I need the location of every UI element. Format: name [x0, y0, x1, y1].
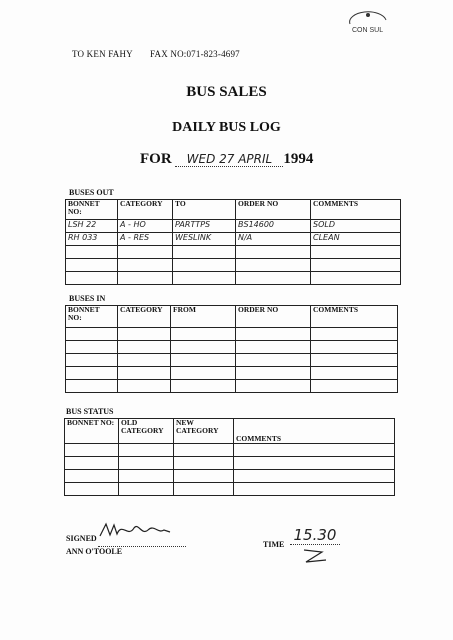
for-date-handwritten: WED 27 APRIL [175, 152, 283, 167]
cell [66, 354, 118, 367]
cell [174, 483, 234, 496]
cell [119, 444, 174, 457]
col-comments: COMMENTS [234, 419, 395, 444]
table-row [66, 328, 398, 341]
table-row [66, 272, 401, 285]
form-subtitle: DAILY BUS LOG [172, 120, 281, 135]
cell [66, 341, 118, 354]
cell [311, 354, 398, 367]
signature-scribble [98, 520, 186, 540]
col-bonnet: BONNET NO: [66, 306, 118, 328]
signature-line [98, 530, 186, 547]
cell [311, 272, 401, 285]
cell [65, 483, 119, 496]
cell [174, 457, 234, 470]
cell: RH 033 [66, 233, 118, 246]
form-title: BUS SALES [186, 84, 267, 100]
cell [236, 259, 311, 272]
table-row [65, 470, 395, 483]
cell: LSH 22 [66, 220, 118, 233]
cell [173, 246, 236, 259]
cell [66, 380, 118, 393]
cell [311, 367, 398, 380]
cell: WESLINK [173, 233, 236, 246]
cell [234, 470, 395, 483]
for-prefix: FOR [140, 151, 172, 167]
cell [236, 380, 311, 393]
time-value: 15.30 [290, 526, 340, 545]
table-row [66, 220, 401, 233]
cell [311, 380, 398, 393]
col-old-category: OLD CATEGORY [119, 419, 174, 444]
cell [311, 328, 398, 341]
table-row [65, 483, 395, 496]
col-order: ORDER NO [236, 306, 311, 328]
cell: SOLD [311, 220, 401, 233]
table-row [66, 367, 398, 380]
cell [119, 470, 174, 483]
signed-name: ANN O'TOOLE [66, 547, 123, 556]
cell [119, 457, 174, 470]
cell [236, 272, 311, 285]
cell [236, 341, 311, 354]
cell: PARTTPS [173, 220, 236, 233]
fax-to: TO KEN FAHY [72, 49, 133, 59]
buses-in-label: BUSES IN [69, 294, 106, 303]
for-date-line [140, 151, 313, 168]
table-row [65, 457, 395, 470]
cell [66, 367, 118, 380]
bus-status-label: BUS STATUS [66, 407, 114, 416]
table-row [66, 380, 398, 393]
cell [311, 259, 401, 272]
table-row [66, 246, 401, 259]
logo-text: CON SUL [352, 27, 384, 34]
cell [174, 444, 234, 457]
col-comments: COMMENTS [311, 200, 401, 220]
cell [171, 354, 236, 367]
signed-label: SIGNED [66, 534, 97, 543]
table-row [65, 444, 395, 457]
cell [119, 483, 174, 496]
cell: BS14600 [236, 220, 311, 233]
cell [65, 470, 119, 483]
cell: N/A [236, 233, 311, 246]
cell [118, 380, 171, 393]
buses-out-label: BUSES OUT [69, 188, 114, 197]
cell [234, 444, 395, 457]
cell [65, 444, 119, 457]
cell [173, 272, 236, 285]
cell [118, 354, 171, 367]
table-row [66, 354, 398, 367]
table-row [66, 259, 401, 272]
time-scribble [300, 546, 330, 566]
cell [66, 328, 118, 341]
table-row [66, 341, 398, 354]
table-row [66, 233, 401, 246]
cell [173, 259, 236, 272]
cell [66, 272, 118, 285]
bus-status-table [64, 418, 395, 496]
col-bonnet: BONNET NO: [65, 419, 119, 444]
company-logo [342, 10, 394, 36]
cell [234, 483, 395, 496]
cell: A - RES [118, 233, 173, 246]
cell [236, 246, 311, 259]
cell [174, 470, 234, 483]
cell [234, 457, 395, 470]
cell [118, 246, 173, 259]
time-label: TIME [263, 540, 285, 549]
buses-out-table [65, 199, 401, 285]
col-category: CATEGORY [118, 306, 171, 328]
cell [118, 341, 171, 354]
cell [171, 380, 236, 393]
col-order: ORDER NO [236, 200, 311, 220]
col-from: FROM [171, 306, 236, 328]
cell [66, 246, 118, 259]
cell [311, 341, 398, 354]
col-category: CATEGORY [118, 200, 173, 220]
cell: CLEAN [311, 233, 401, 246]
col-to: TO [173, 200, 236, 220]
col-comments: COMMENTS [311, 306, 398, 328]
for-year: 1994 [283, 151, 314, 167]
cell [171, 367, 236, 380]
cell: A - HO [118, 220, 173, 233]
col-bonnet: BONNET NO: [66, 200, 118, 220]
cell [171, 341, 236, 354]
cell [311, 246, 401, 259]
cell [236, 367, 311, 380]
cell [236, 354, 311, 367]
col-new-category: NEW CATEGORY [174, 419, 234, 444]
cell [66, 259, 118, 272]
cell [118, 367, 171, 380]
cell [118, 328, 171, 341]
cell [118, 272, 173, 285]
cell [171, 328, 236, 341]
cell [236, 328, 311, 341]
buses-in-table [65, 305, 398, 393]
fax-number: FAX NO:071-823-4697 [150, 49, 240, 59]
cell [65, 457, 119, 470]
cell [118, 259, 173, 272]
